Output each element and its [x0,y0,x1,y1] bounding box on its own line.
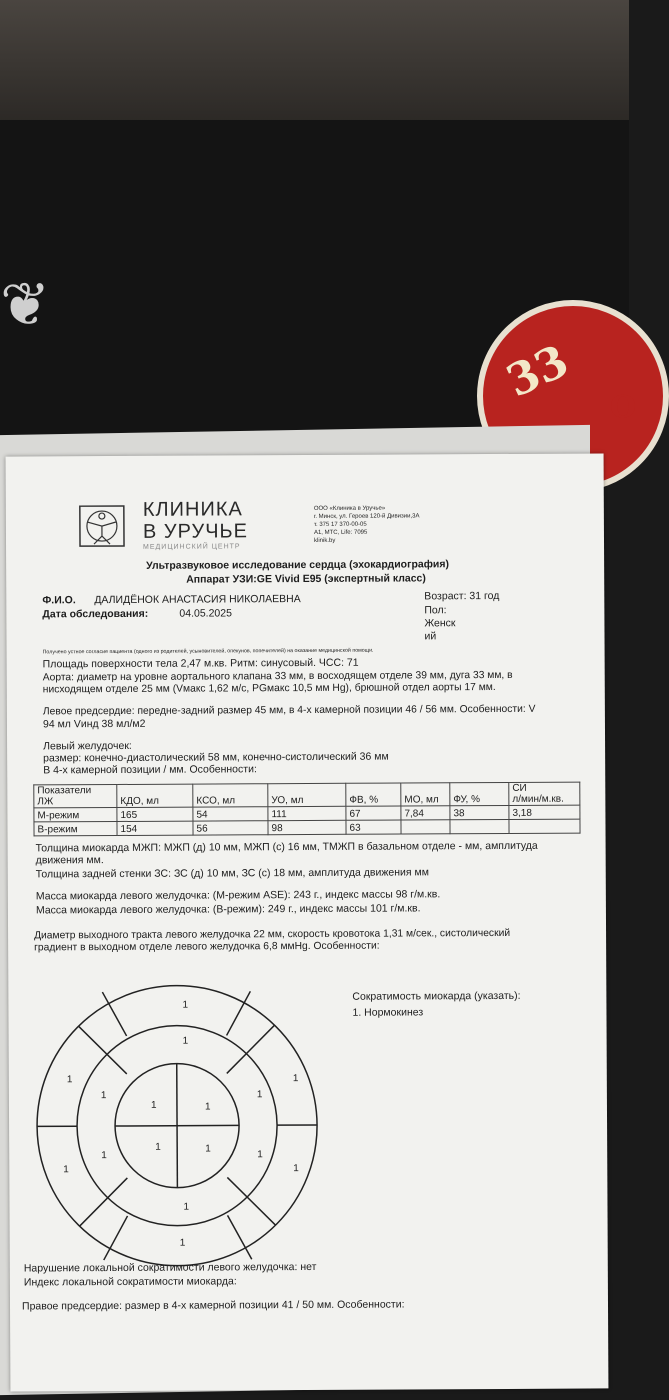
poster-text: 33 [499,335,577,408]
table-cell: 98 [268,820,346,834]
table-cell: М-режим [34,807,117,821]
segment-score: 1 [257,1149,263,1161]
table-header-cell: ФУ, % [450,782,509,805]
table-header-cell: СИ л/мин/м.кв. [509,782,580,805]
table-header-cell: КСО, мл [193,784,268,807]
table-cell: 56 [193,821,268,835]
left-atrium-line-1: Левое предсердие: передне-задний размер 45 мм, в 4-х камерной позиции 46 / 56 мм. Особенности: V [42,703,536,718]
table-cell: 54 [193,807,268,821]
contractility-value: 1. Нормокинез [352,1006,424,1019]
report-title: Ультразвуковое исследование сердца (эхокардиография) [146,558,449,572]
table-cell: 165 [117,807,193,821]
segment-score: 1 [63,1164,69,1176]
table-cell [509,819,580,833]
sex-label: Пол: [424,604,447,617]
table-cell [401,820,450,834]
left-atrium-line-2: 94 мл Vинд 38 мл/м2 [42,717,146,731]
table-header-row [34,782,580,808]
table-row [34,819,580,836]
echo-report-page [6,453,609,1391]
left-ventricle-heading: Левый желудочек: [43,739,132,753]
wall-motion-line: Нарушение локальной сократимости левого желудочка: нет [23,1260,317,1275]
left-ventricle-size: размер: конечно-диастолический 58 мм, конечно-систолический 36 мм [43,750,389,765]
table-header-cell: КДО, мл [117,784,193,807]
background-wall [0,0,629,130]
segment-score: 1 [179,1237,186,1249]
segment-score: 1 [101,1150,107,1162]
lv-mass-b-mode: Масса миокарда левого желудочка: (В-режим): 249 г., индекс массы 101 г/м.кв. [35,902,421,917]
exam-date-label: Дата обследования: [42,607,149,621]
segment-divider [79,1026,127,1074]
fio-label: Ф.И.О. [42,594,76,607]
segment-score: 1 [182,1035,189,1047]
segment-score: 1 [182,999,189,1011]
table-header-cell: ФВ, % [346,783,401,806]
posterior-wall-line: Толщина задней стенки ЗС: ЗС (д) 10 мм, ЗС (с) 18 мм, амплитуда движения мм [35,866,429,881]
sex-value-line2: ий [424,630,437,643]
inner-divider [177,1064,178,1188]
contractility-label: Сократимость миокарда (указать): [352,989,521,1003]
patient-age: Возраст: 31 год [424,589,500,603]
segment-score: 1 [100,1090,107,1102]
segment-score: 1 [256,1089,263,1101]
clinic-info-line: т. 375 17 370-00-05 [313,521,367,528]
lvot-line-2: градиент в выходном отделе левого желудочка 6,8 ммHg. Особенности: [34,940,380,954]
segment-score: 1 [150,1099,157,1111]
lvot-line-1: Диаметр выходного тракта левого желудочка 22 мм, скорость кровотока 1,31 м/сек., систолический [34,927,511,942]
segment-score: 1 [155,1141,161,1153]
segment-divider [227,1177,275,1225]
clinic-contact-info [314,504,420,545]
segment-divider [104,1216,128,1260]
table-cell: 63 [346,820,401,834]
table-header-cell: МО, мл [401,783,450,806]
exam-date: 04.05.2025 [179,607,232,620]
segment-divider [79,1178,127,1226]
segment-score: 1 [66,1074,73,1086]
segment-score: 1 [204,1101,211,1113]
right-atrium-line: Правое предсердие: размер в 4-х камерной позиции 41 / 50 мм. Особенности: [21,1298,405,1313]
segment-score: 1 [293,1163,299,1175]
lv-mass-m-mode: Масса миокарда левого желудочка: (М-режим ASE): 243 г., индекс массы 98 г/м.кв. [35,888,441,903]
clinic-name-line2: В УРУЧЬЕ [142,520,249,543]
table-cell: 67 [346,806,401,820]
table-cell: 154 [117,821,193,835]
table-cell: 38 [450,805,509,819]
table-cell: В-режим [34,821,117,835]
segment-score: 1 [205,1143,211,1155]
segment-score: 1 [183,1201,190,1213]
patient-name: ДАЛИДЁНОК АНАСТАСИЯ НИКОЛАЕВНА [94,593,301,607]
poster-letter: О [610,390,637,425]
ornament-decoration: ❦ [0,270,51,340]
table-cell: 7,84 [401,806,450,820]
table-header-cell: УО, мл [268,783,346,806]
segment-score: 1 [292,1073,299,1085]
bsa-line: Площадь поверхности тела 2,47 м.кв. Ритм: синусовый. ЧСС: 71 [42,656,359,671]
clinic-info-line: klinik.by [313,537,336,544]
sex-value-line1: Женск [424,617,456,630]
clinic-logo-icon [78,504,126,548]
clinic-info-line: г. Минск, ул. Героев 120-й Дивизии,3А [313,513,420,520]
segment-divider [227,1025,275,1073]
lv-parameters-table [33,782,580,837]
table-cell: 3,18 [509,805,580,819]
clinic-info-line: ООО «Клиника в Уручье» [313,505,386,512]
table-header-cell: Показатели ЛЖ [34,784,117,807]
clinic-name-line1: КЛИНИКА [142,498,243,521]
table-cell [450,819,509,833]
ivs-thickness-line-2: движения мм. [35,854,104,867]
clinic-info-line: А1, МТС, Life: 7095 [313,529,368,536]
segment-divider [228,1215,252,1259]
bullseye-segment-diagram [28,975,340,1267]
device-line: Аппарат УЗИ:GE Vivid E95 (экспертный класс) [186,572,426,586]
ivs-thickness-line-1: Толщина миокарда МЖП: МЖП (д) 10 мм, МЖП (с) 16 мм, ТМЖП в базальном отделе - мм, амплитуда [35,839,538,855]
table-cell: 111 [268,806,346,820]
aorta-line-2: нисходящем отделе 25 мм (Vмакс 1,62 м/с, PGмакс 10,5 мм Hg), брюшной отдел аорты 17 мм. [42,682,496,696]
clinic-subtitle: МЕДИЦИНСКИЙ ЦЕНТР [143,543,241,551]
clinic-name [143,498,248,543]
aorta-line-1: Аорта: диаметр на уровне аортального клапана 33 мм, в восходящем отделе 39 мм, дуга 33 мм, в [42,669,513,684]
left-ventricle-4ch: В 4-х камерной позиции / мм. Особенности: [43,763,257,777]
segment-divider [226,991,250,1035]
segment-divider [102,992,126,1036]
consent-note: Получено устное согласие пациента (одного из родителей, усыновителей, опекунов, попечителей) на оказание медицинской помощи. [42,647,374,656]
wall-motion-index-line: Индекс локальной сократимости миокарда: [23,1275,237,1289]
